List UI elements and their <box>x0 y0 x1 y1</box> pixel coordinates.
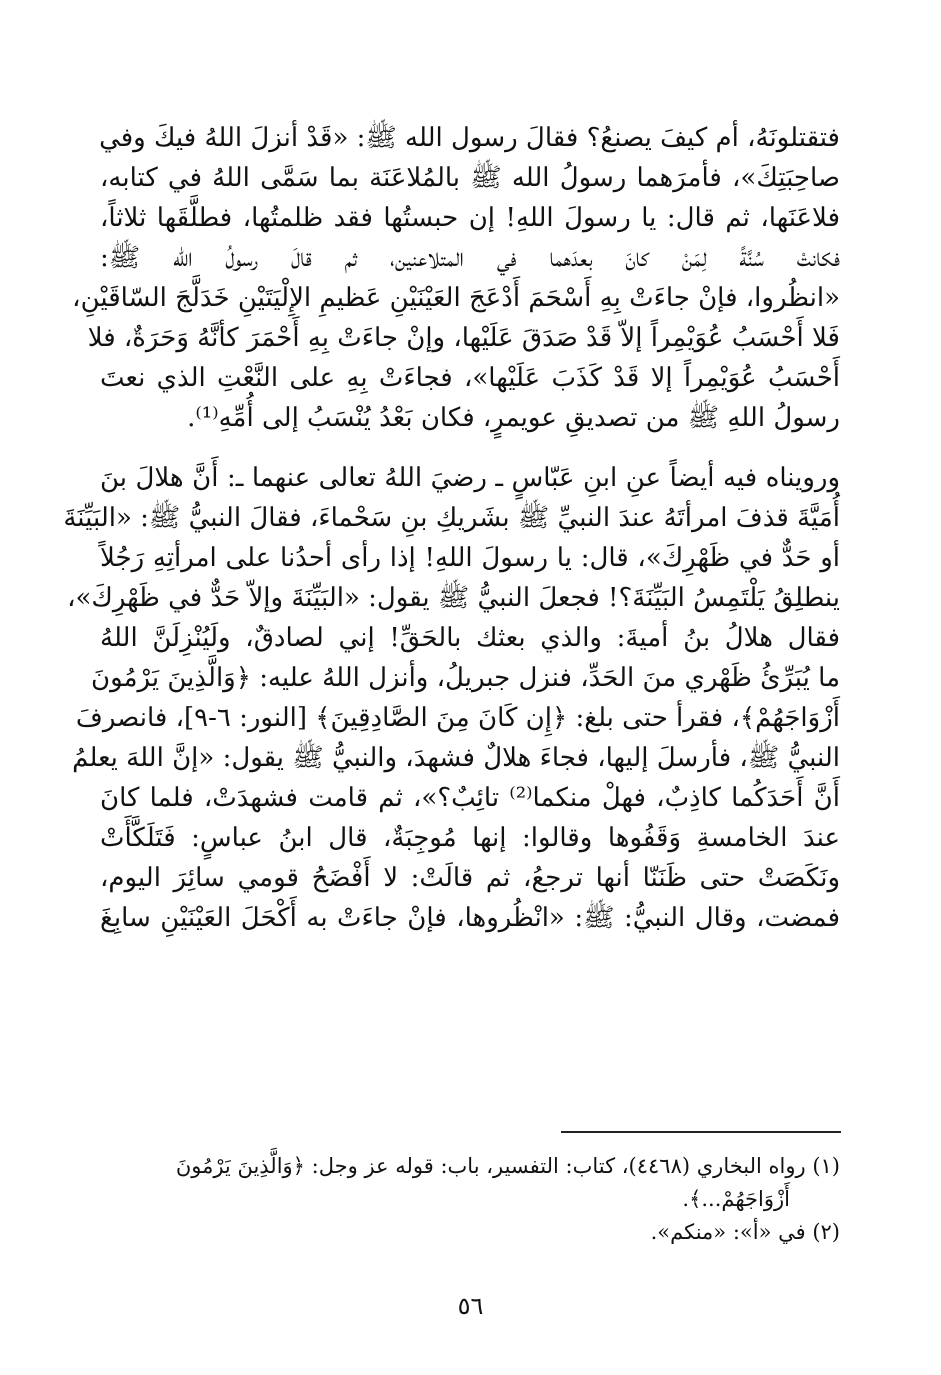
main-text <box>63 118 840 938</box>
text-line: ما يُبَرِّئُ ظَهْري منَ الحَدِّ، فنزل جبريلُ، وأنزل اللهُ عليه: ﴿وَالَّذِينَ يَرْمُونَ <box>91 663 840 693</box>
text-line: «انظُروا، فإنْ جاءَتْ بِهِ أَسْحَمَ أَدْعَجَ العَيْنَيْنِ عَظيمِ الإِلْيَتَيْنِ خَدَلَّجَ السّاقَيْنِ، <box>72 283 840 313</box>
page-number: ٥٦ <box>457 1292 484 1320</box>
text-line: فكانتْ سُنَّةً لِمَنْ كانَ بعدَهما في المتلاعنين، ثم قالَ رسولُ الله ﷺ: <box>100 243 840 273</box>
text-line: رسولُ اللهِ ﷺ من تصديقِ عويمرٍ، فكان بَعْدُ يُنْسَبُ إلى أُمِّهِ⁽¹⁾. <box>187 403 840 433</box>
text-line: أَنَّ أَحَدَكُما كاذِبٌ، فهلْ منكما⁽²⁾ تائِبٌ؟»، ثم قامت فشهدَتْ، فلما كانَ <box>100 783 840 813</box>
text-line: ورويناه فيه أيضاً عنِ ابنِ عَبّاسٍ ـ رضيَ اللهُ تعالى عنهما ـ: أَنَّ هلالَ بنَ <box>100 463 840 493</box>
footnotes <box>100 1150 840 1249</box>
footnote-line: أَزْوَاجَهُمْ...﴾. <box>682 1187 790 1211</box>
footnote-1 <box>100 1150 840 1216</box>
text-line: أو حَدٌّ في ظَهْرِكَ»، قال: يا رسولَ اللهِ! إذا رأى أحدُنا على امرأتِهِ رَجُلاً <box>100 543 840 573</box>
text-line: فَلا أَحْسَبُ عُوَيْمِراً إلاّ قَدْ صَدَقَ عَلَيْها، وإنْ جاءَتْ بِهِ أَحْمَرَ كأنَّهُ وَحَرَةٌ، فلا <box>87 323 840 353</box>
text-line: أَحْسَبُ عُوَيْمِراً إلا قَدْ كَذَبَ عَلَيْها»، فجاءَتْ بِهِ على النَّعْتِ الذي نعتَ <box>100 363 840 393</box>
footnote-line: (١) رواه البخاري (٤٤٦٨)، كتاب: التفسير، باب: قوله عز وجل: ﴿وَالَّذِينَ يَرْمُونَ <box>175 1154 840 1178</box>
text-line: النبيُّ ﷺ، فأرسلَ إليها، فجاءَ هلالٌ فشهدَ، والنبيُّ ﷺ يقول: «إنَّ اللهَ يعلمُ <box>72 743 840 773</box>
text-line: عندَ الخامسةِ وَقَفُوها وقالوا: إنها مُوجِبَةٌ، قال ابنُ عباسٍ: فَتَلَكَّأَتْ <box>100 823 840 853</box>
text-line: ينطلِقُ يَلْتَمِسُ البَيِّنَةَ؟! فجعلَ النبيُّ ﷺ يقول: «البَيِّنَةَ وإلاّ حَدٌّ في ظَهْرِكَ»، <box>67 583 840 613</box>
text-line: فلاعَنَها، ثم قال: يا رسولَ اللهِ! إن حبستُها فقد ظلمتُها، فطلَّقَها ثلاثاً، <box>100 203 840 233</box>
footnote-divider <box>561 1131 841 1133</box>
text-line: فمضت، وقال النبيُّ: ﷺ: «انْظُروها، فإنْ جاءَتْ به أَكْحَلَ العَيْنَيْنِ سابِغَ <box>100 903 840 933</box>
text-line: فقال هلالُ بنُ أميةَ: والذي بعثك بالحَقِّ! إني لصادقٌ، ولَيُنْزِلَنَّ اللهُ <box>100 623 840 653</box>
footnote-2 <box>100 1216 840 1249</box>
text-line: أَزْوَاجَهُمْ﴾، فقرأ حتى بلغ: ﴿إِن كَانَ مِنَ الصَّادِقِينَ﴾ [النور: ٦-٩]، فانصرفَ <box>75 703 840 733</box>
footnote-line: (٢) في «أ»: «منكم». <box>650 1220 840 1244</box>
paragraph-2 <box>63 458 840 938</box>
text-line: صاحِبَتِكَ»، فأمرَهما رسولُ الله ﷺ بالمُلاعَنَة بما سَمَّى اللهُ في كتابه، <box>100 163 840 193</box>
text-line: أُمَيَّةَ قذفَ امرأتَهُ عندَ النبيِّ ﷺ بشَريكِ بنِ سَحْماءَ، فقالَ النبيُّ ﷺ: «البَيِّنَةَ <box>63 503 840 533</box>
text-line: فتقتلونَهُ، أم كيفَ يصنعُ؟ فقالَ رسول الله ﷺ: «قَدْ أنزلَ اللهُ فيكَ وفي <box>99 123 840 153</box>
paragraph-1 <box>72 118 840 438</box>
text-line: ونَكَصَتْ حتى ظَنَنّا أنها ترجعُ، ثم قالَتْ: لا أَفْضَحُ قومي سائِرَ اليوم، <box>100 863 840 893</box>
